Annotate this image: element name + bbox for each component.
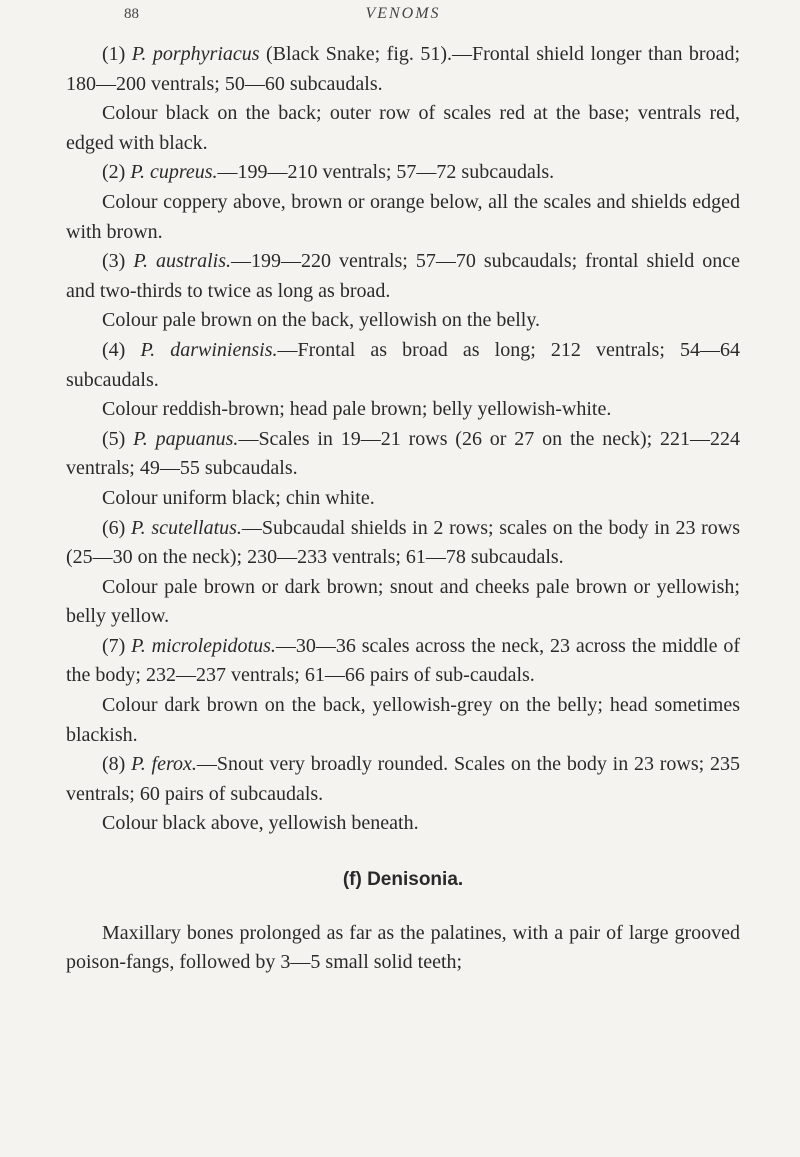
section-heading: (f) Denisonia. <box>342 869 464 891</box>
entry-description: (1) P. porphyriacus (Black Snake; fig. 51).—Frontal shield longer than broad; 180—200 ventrals; 50—60 subcaudals. <box>66 43 741 95</box>
entry-colour: Colour coppery above, brown or orange below, all the scales and shields edged with brown. <box>66 190 740 243</box>
entry-colour: Colour black on the back; outer row of scales red at the base; ventrals red, edged with black. <box>66 102 740 154</box>
species-name: P. scutellatus. <box>131 516 242 539</box>
running-head: VENOMS <box>365 5 441 22</box>
entry-colour: Colour reddish-brown; head pale brown; belly yellowish-white. <box>102 398 612 421</box>
entry-colour: Colour black above, yellowish beneath. <box>102 812 419 835</box>
entry-description: (3) P. australis.—199—220 ventrals; 57—70 subcaudals; frontal shield once and two-thirds to twice as long as broad. <box>66 250 740 302</box>
species-name: P. australis. <box>133 250 231 273</box>
entry-description: (2) P. cupreus.—199—210 ventrals; 57—72 subcaudals. <box>102 161 555 184</box>
section-paragraph: Maxillary bones prolonged as far as the palatines, with a pair of large grooved poison-fangs, followed by 3—5 small solid teeth; <box>66 921 740 974</box>
entry-colour: Colour dark brown on the back, yellowish-grey on the belly; head sometimes blackish. <box>66 694 740 746</box>
species-name: P. ferox. <box>131 753 197 776</box>
page-header <box>66 0 740 40</box>
page-number: 88 <box>124 6 139 22</box>
entry-description: (5) P. papuanus.—Scales in 19—21 rows (26 or 27 on the neck); 221—224 ventrals; 49—55 subcaudals. <box>66 427 741 480</box>
entry-description: (7) P. microlepidotus.—30—36 scales across the neck, 23 across the middle of the body; 232—237 ventrals; 61—66 pairs of sub-caudals. <box>66 634 741 687</box>
entry-description: (4) P. darwiniensis.—Frontal as broad as long; 212 ventrals; 54—64 subcaudals. <box>66 338 741 391</box>
entry-description: (8) P. ferox.—Snout very broadly rounded. Scales on the body in 23 rows; 235 ventrals; 60 pairs of subcaudals. <box>66 753 741 805</box>
entry-colour: Colour uniform black; chin white. <box>102 486 375 509</box>
species-name: P. microlepidotus. <box>131 634 276 657</box>
species-name: P. papuanus. <box>133 427 239 450</box>
species-name: P. cupreus. <box>130 161 218 184</box>
body-text <box>66 40 740 978</box>
species-name: P. porphyriacus <box>131 43 260 65</box>
entry-colour: Colour pale brown on the back, yellowish on the belly. <box>102 309 541 332</box>
entry-colour: Colour pale brown or dark brown; snout and cheeks pale brown or yellowish; belly yellow. <box>66 575 740 628</box>
entry-description: (6) P. scutellatus.—Subcaudal shields in 2 rows; scales on the body in 23 rows (25—30 on the neck); 230—233 ventrals; 61—78 subcaudals. <box>66 516 741 569</box>
species-name: P. darwiniensis. <box>140 338 278 361</box>
